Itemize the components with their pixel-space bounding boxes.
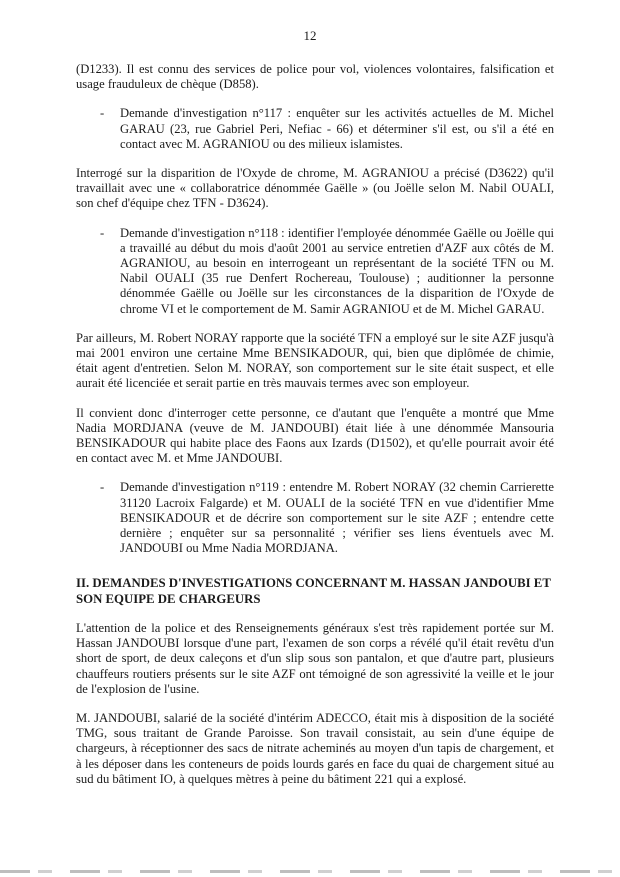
investigation-request-119	[100, 480, 554, 556]
paragraph-jandoubi-employment: M. JANDOUBI, salarié de la société d'intérim ADECCO, était mis à disposition de la société TMG, sous traitant de Grande Paroisse. Son travail consistait, au sein d'une équipe de chargeurs, à réceptionner des sacs de nitrate acheminés au moyen d'un tapis de chargement, et à les déposer dans les conteneurs de poids lourds garés en face du quai de chargement situé au sud du bâtiment IO, à quelques mètres à peine du bâtiment 221 qui a explosé.	[76, 710, 554, 786]
investigation-request-119-text: Demande d'investigation n°119 : entendre M. Robert NORAY (32 chemin Carrierette 31120 Lacroix Falgarde) et M. OUALI de la société TFN en vue d'identifier Mme BENSIKADOUR et de décrire son comportement sur le site AZF ; entendre cette dernière ; enquêter sur sa personnalité ; vérifier ses liens éventuels avec M. JANDOUBI ou Mme Nadia MORDJANA.	[120, 480, 554, 556]
paragraph-noray-report: Par ailleurs, M. Robert NORAY rapporte que la société TFN a employé sur le site AZF jusqu'à mai 2001 environ une certaine Mme BENSIKADOUR, qui, bien que diplômée de chimie, était agent d'entretien. Selon M. NORAY, son comportement sur le site était suspect, et elle aurait été licenciée et serait partie en très mauvais termes avec son employeur.	[76, 330, 554, 391]
paragraph-chrome-oxide: Interrogé sur la disparition de l'Oxyde de chrome, M. AGRANIOU a précisé (D3622) qu'il travaillait avec une « collaboratrice dénommée Gaëlle » (ou Joëlle selon M. Nabil OUALI, son chef d'équipe chez TFN - D3624).	[76, 166, 554, 211]
investigation-request-118-text: Demande d'investigation n°118 : identifier l'employée dénommée Gaëlle ou Joëlle qui a travaillé au début du mois d'août 2001 au service entretien d'AZF aux côtés de M. AGRANIOU, au besoin en interrogeant un représentant de la société TFN ou M. Nabil OUALI (35 rue Denfert Rochereau, Toulouse) ; auditionner la personne dénommée Gaëlle ou Joëlle sur les circonstances de la disparition de l'Oxyde de chrome VI et le comportement de M. Samir AGRANIOU et de M. Michel GARAU.	[120, 225, 554, 316]
paragraph-interrogate-person: Il convient donc d'interroger cette personne, ce d'autant que l'enquête a montré que Mme Nadia MORDJANA (veuve de M. JANDOUBI) était liée à une dénommée Mansouria BENSIKADOUR qui habite place des Faons aux Izards (D1502), et qu'elle pourrait avoir été en contact avec M. et Mme JANDOUBI.	[76, 405, 554, 466]
section-heading: II. DEMANDES D'INVESTIGATIONS CONCERNANT M. HASSAN JANDOUBI ET SON EQUIPE DE CHARGEURS	[76, 576, 551, 606]
investigation-request-117	[100, 106, 554, 152]
investigation-request-117-text: Demande d'investigation n°117 : enquêter sur les activités actuelles de M. Michel GARAU (23, rue Gabriel Peri, Nefiac - 66) et déterminer s'il est, ou s'il a été en contact avec M. AGRANIOU ou des milieux islamistes.	[120, 106, 554, 151]
paragraph-jandoubi-attention: L'attention de la police et des Renseignements généraux s'est très rapidement portée sur M. Hassan JANDOUBI lorsque d'une part, l'examen de son corps a révélé qu'il était revêtu d'un short de sport, de deux caleçons et d'un slip sous son pantalon, et que d'autre part, plusieurs chauffeurs routiers présents sur le site AZF ont témoigné de son agressivité la veille et le jour de l'explosion de l'usine.	[76, 620, 554, 696]
document-body	[76, 62, 554, 801]
paragraph-criminal-record: (D1233). Il est connu des services de police pour vol, violences volontaires, falsification et usage frauduleux de chèque (D858).	[76, 62, 554, 92]
bullet-dash: -	[100, 225, 105, 240]
scan-edge-artifact	[0, 870, 620, 873]
page-number: 12	[303, 28, 317, 43]
bullet-dash: -	[100, 480, 105, 495]
bullet-dash: -	[100, 106, 105, 121]
investigation-request-118	[100, 225, 554, 317]
